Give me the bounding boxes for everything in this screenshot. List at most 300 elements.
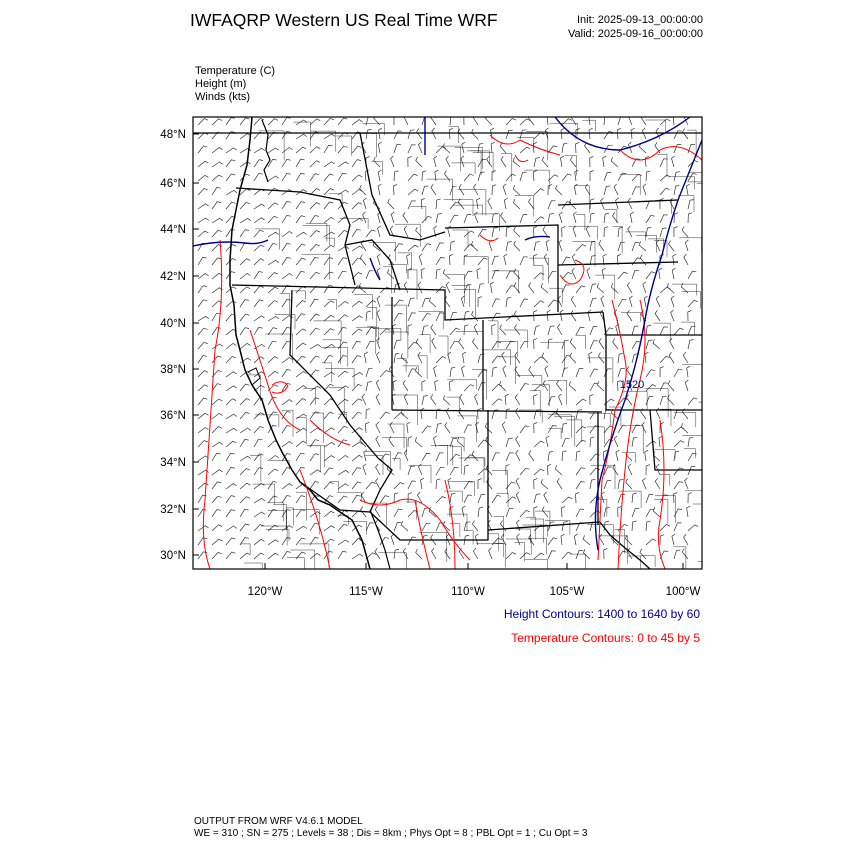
wind-barb <box>674 369 682 377</box>
wind-barb <box>226 160 235 167</box>
wind-barb <box>198 119 208 125</box>
lat-tick-label: 42°N <box>160 271 186 284</box>
wind-barb <box>682 227 688 237</box>
wind-barb <box>366 230 376 237</box>
wind-barb <box>388 199 394 209</box>
wind-barb <box>562 451 566 461</box>
wind-barb <box>562 174 571 181</box>
wind-barb <box>646 215 655 223</box>
county-boundary <box>503 330 527 348</box>
county-boundary <box>588 358 613 383</box>
wind-barb <box>296 134 307 139</box>
wind-barb <box>576 550 583 559</box>
wind-barb <box>589 352 593 363</box>
county-boundary <box>682 364 702 376</box>
wind-barb <box>296 526 307 531</box>
wind-barb <box>338 190 349 195</box>
county-boundary <box>343 521 366 534</box>
wind-barb <box>562 119 572 125</box>
wind-barb <box>492 228 498 238</box>
wind-barb <box>432 338 436 349</box>
wind-barb <box>583 535 590 545</box>
wind-barb <box>464 285 471 293</box>
lat-tick-label: 30°N <box>160 550 186 563</box>
wind-barb <box>643 478 647 489</box>
wind-barb <box>338 162 349 167</box>
wind-barb <box>548 339 552 349</box>
wind-barb <box>324 356 333 364</box>
wind-barb <box>668 381 674 391</box>
wind-barb <box>338 146 348 153</box>
wind-barb <box>198 398 207 405</box>
wind-barb <box>212 356 222 363</box>
wind-barb <box>377 338 380 349</box>
wind-barb <box>560 310 563 321</box>
height-contour-label: 1520 <box>619 379 645 391</box>
wind-barb <box>366 271 373 279</box>
county-boundary <box>669 177 695 190</box>
lat-tick-label: 34°N <box>160 457 186 470</box>
wind-barb <box>548 551 556 559</box>
wind-barb <box>282 468 291 476</box>
wind-barb <box>408 437 412 447</box>
county-boundary <box>293 122 310 146</box>
wind-barb <box>226 343 237 349</box>
wind-barb <box>529 198 535 209</box>
wind-barb <box>310 161 320 167</box>
wind-barb <box>562 143 567 153</box>
wind-barb <box>418 142 422 153</box>
wind-barb <box>394 300 403 307</box>
wind-barb <box>478 469 488 475</box>
wind-barb <box>520 299 528 307</box>
wind-barb <box>240 273 251 279</box>
wind-barb <box>408 201 416 209</box>
wind-barb <box>212 539 222 545</box>
wind-barb <box>404 450 408 461</box>
wind-barb <box>674 451 679 461</box>
wind-barb <box>268 119 278 125</box>
wind-barb <box>659 268 662 279</box>
wind-barb <box>476 422 479 433</box>
wind-barb <box>653 339 660 349</box>
wind-barb <box>548 213 554 223</box>
wind-barb <box>240 524 249 531</box>
wind-barb <box>226 118 235 126</box>
wind-barb <box>557 380 563 391</box>
wind-barb <box>352 329 362 335</box>
wind-barb <box>282 117 291 125</box>
wind-barb <box>604 548 608 559</box>
wind-barb <box>198 175 209 181</box>
wind-barb <box>226 356 236 363</box>
wind-barb <box>212 427 222 433</box>
wind-barb <box>254 553 264 559</box>
wind-barb <box>534 357 544 363</box>
wind-barb <box>338 524 348 531</box>
county-boundary <box>419 335 430 353</box>
wind-barb <box>534 217 544 223</box>
wind-barb <box>226 484 237 489</box>
wind-barb <box>548 326 554 335</box>
wind-barb <box>559 240 562 251</box>
wind-barb <box>492 185 496 195</box>
wind-barb <box>408 189 418 195</box>
county-boundary <box>373 329 401 341</box>
wind-barb <box>632 187 640 195</box>
wind-barb <box>407 254 411 265</box>
wind-barb <box>515 408 520 419</box>
wind-barb <box>389 436 394 447</box>
wind-barb <box>240 399 250 405</box>
wind-barb <box>212 482 221 489</box>
wind-barb <box>542 507 548 517</box>
wind-barb <box>450 467 459 475</box>
wind-barb <box>324 145 333 153</box>
wind-barb <box>378 184 381 195</box>
wind-barb <box>296 244 306 251</box>
wind-barb <box>378 142 381 153</box>
wind-barb <box>632 437 637 447</box>
wind-barb <box>446 156 450 167</box>
wind-barb <box>534 385 544 391</box>
wind-barb <box>504 254 507 265</box>
wind-barb <box>254 316 265 321</box>
wind-barb <box>464 115 468 126</box>
wind-barb <box>604 213 609 223</box>
wind-barb <box>562 522 568 532</box>
wind-barb <box>226 496 235 503</box>
wind-barb <box>601 296 604 307</box>
wind-barb <box>576 369 583 377</box>
wind-barb <box>667 283 674 293</box>
wind-barb <box>506 453 514 461</box>
wind-barb <box>198 300 207 307</box>
wind-barb <box>378 226 381 237</box>
county-boundary <box>648 239 664 248</box>
wind-barb <box>674 468 683 475</box>
wind-barb <box>282 243 291 251</box>
wind-barb <box>310 356 320 363</box>
wind-barb <box>240 300 249 308</box>
wind-barb <box>310 216 319 224</box>
county-boundary <box>655 450 675 459</box>
wind-barb <box>394 131 402 139</box>
wind-barb <box>506 286 515 294</box>
wind-barb <box>688 173 697 181</box>
county-boundary <box>456 332 484 360</box>
wind-barb <box>548 425 557 433</box>
wind-barb <box>376 478 381 489</box>
wind-barb <box>547 310 551 321</box>
wind-barb <box>492 399 502 405</box>
wind-barb <box>562 285 570 293</box>
wind-barb <box>674 410 681 419</box>
wind-barb <box>500 381 507 391</box>
county-boundary <box>303 388 315 404</box>
wind-barb <box>376 380 380 391</box>
model-config-footer: WE = 310 ; SN = 275 ; Levels = 38 ; Dis = 8km ; Phys Opt = 8 ; PBL Opt = 1 ; Cu Opt = 3 <box>194 828 588 839</box>
wind-barb <box>268 244 277 252</box>
wind-barb <box>296 120 307 125</box>
wind-barb <box>324 511 334 517</box>
wind-barb <box>450 215 458 223</box>
county-boundary <box>287 558 304 575</box>
county-boundary <box>645 389 669 418</box>
wind-barb <box>240 287 250 293</box>
county-boundary <box>517 376 542 385</box>
wind-barb <box>212 344 223 349</box>
lon-tick-label: 105°W <box>549 586 585 598</box>
wind-barb <box>478 159 486 167</box>
wind-barb <box>324 118 334 125</box>
wind-barb <box>562 257 570 265</box>
wind-barb <box>198 286 207 293</box>
wind-barb <box>324 526 335 531</box>
wind-barb <box>604 481 611 489</box>
county-boundary <box>621 313 641 322</box>
wind-barb <box>445 171 451 182</box>
wind-barb <box>562 552 572 559</box>
wind-barb <box>282 341 291 349</box>
wind-barb <box>489 548 492 559</box>
wind-barb <box>613 212 619 223</box>
wind-barb <box>520 553 530 559</box>
wind-barb <box>450 186 457 195</box>
wind-barb <box>418 352 422 363</box>
wind-barb <box>517 520 521 531</box>
wind-barb <box>478 258 488 265</box>
wind-barb <box>378 170 381 181</box>
wind-barb <box>646 340 653 349</box>
wind-barb <box>472 521 478 532</box>
wind-barb <box>198 413 208 419</box>
wind-barb <box>443 143 450 153</box>
wind-barb <box>492 367 497 377</box>
wind-barb <box>416 157 422 167</box>
wind-barb <box>460 394 464 405</box>
lat-tick-label: 46°N <box>160 178 186 191</box>
county-boundary <box>620 175 640 195</box>
wind-barb <box>542 157 548 167</box>
wind-barb <box>626 479 632 489</box>
wind-barb <box>366 311 371 321</box>
wind-barb <box>375 506 380 517</box>
lat-tick-label: 32°N <box>160 504 186 517</box>
wind-barb <box>240 202 250 209</box>
wind-barb <box>198 257 207 265</box>
wind-barb <box>618 524 628 531</box>
wind-barb <box>534 469 544 475</box>
wind-barb <box>403 212 408 223</box>
wind-barb <box>394 523 401 531</box>
county-boundary <box>438 336 448 356</box>
wind-barb <box>604 186 610 195</box>
wind-barb <box>436 467 445 475</box>
wind-barb <box>618 173 626 181</box>
wind-barb <box>421 268 425 279</box>
wind-barb <box>374 115 380 125</box>
wind-barb <box>478 479 482 489</box>
init-time: Init: 2025-09-13_00:00:00 <box>577 14 703 26</box>
wind-barb <box>688 327 695 335</box>
wind-barb <box>627 282 632 293</box>
county-boundary <box>688 172 704 199</box>
wind-barb <box>534 553 544 559</box>
wind-barb <box>324 412 334 419</box>
wind-barb <box>240 162 251 167</box>
wind-barb <box>590 369 598 377</box>
wind-barb <box>366 341 374 349</box>
wind-barb <box>517 534 520 545</box>
wind-barb <box>548 271 556 279</box>
wind-barb <box>362 394 366 405</box>
wind-barb <box>646 539 656 545</box>
wind-barb <box>475 212 478 223</box>
wind-barb <box>310 244 320 251</box>
wind-barb <box>240 328 249 335</box>
wind-barb <box>338 399 348 405</box>
wind-barb <box>310 314 320 321</box>
wind-barb <box>562 272 572 279</box>
wind-barb <box>324 468 333 475</box>
wind-barb <box>570 157 576 168</box>
wind-barb <box>240 428 251 433</box>
valid-time: Valid: 2025-09-16_00:00:00 <box>568 28 703 40</box>
wind-barb <box>464 244 474 251</box>
county-boundary <box>473 153 493 174</box>
county-boundary <box>452 230 468 248</box>
wind-barb <box>226 259 236 265</box>
wind-barb <box>478 495 485 504</box>
wind-barb <box>254 539 265 545</box>
wind-barb <box>324 258 333 265</box>
wind-barb <box>520 172 527 181</box>
wind-barb <box>614 436 618 447</box>
wind-barb <box>646 385 656 391</box>
wind-barb <box>506 297 511 307</box>
wind-barb <box>572 268 576 279</box>
wind-barb <box>352 495 361 503</box>
county-boundary <box>427 179 453 201</box>
wind-barb <box>534 189 544 195</box>
wind-barb <box>478 507 483 517</box>
wind-barb <box>254 259 264 265</box>
wind-barb <box>422 426 431 433</box>
wind-barb <box>618 368 625 377</box>
wind-barb <box>618 479 623 489</box>
wind-barb <box>324 301 334 307</box>
wind-barb <box>492 324 496 335</box>
wind-barb <box>515 324 521 335</box>
wind-barb <box>377 254 380 265</box>
county-boundary <box>570 554 586 573</box>
wind-barb <box>324 174 334 181</box>
wind-barb <box>660 215 668 223</box>
wind-barb <box>618 299 626 307</box>
wind-barb <box>685 240 688 251</box>
wind-barb <box>310 299 319 307</box>
wind-barb <box>380 454 389 461</box>
wind-barb <box>310 454 319 461</box>
county-boundary <box>568 226 597 239</box>
wind-barb <box>324 551 333 559</box>
wind-barb <box>429 297 436 307</box>
wind-barb <box>660 535 664 545</box>
wind-barb <box>296 202 305 209</box>
wind-barb <box>548 538 557 545</box>
wind-barb <box>562 423 567 433</box>
wind-barb <box>660 367 664 377</box>
county-boundary <box>497 493 509 507</box>
wind-barb <box>212 399 222 405</box>
wind-barb <box>506 130 513 139</box>
wind-barb <box>394 313 403 321</box>
wind-barb <box>681 423 688 433</box>
county-boundary <box>693 504 720 522</box>
wind-barb <box>571 296 576 307</box>
wind-barb <box>543 380 548 391</box>
wind-barb <box>576 481 585 489</box>
wind-barb <box>546 240 549 251</box>
wind-barb <box>377 352 381 363</box>
wind-barb <box>477 198 481 209</box>
county-boundary <box>365 455 383 475</box>
wind-barb <box>464 255 468 265</box>
wind-barb <box>324 428 335 433</box>
wind-barb <box>198 356 207 364</box>
wind-barb <box>403 548 408 559</box>
wind-barb <box>646 272 655 279</box>
wind-barb <box>324 162 335 167</box>
wind-barb <box>268 412 277 419</box>
county-boundary <box>453 205 483 215</box>
wind-barb <box>268 371 279 377</box>
wind-barb <box>513 199 520 209</box>
wind-barb <box>282 496 291 504</box>
wind-barb <box>548 300 558 307</box>
wind-barb <box>660 228 667 237</box>
wind-barb <box>338 342 347 349</box>
wind-barb <box>660 356 670 363</box>
wind-barb <box>415 367 422 377</box>
wind-barb <box>254 272 263 280</box>
wind-barb <box>268 510 277 518</box>
wind-barb <box>436 269 441 279</box>
wind-barb <box>226 148 237 153</box>
wind-barb <box>576 142 580 153</box>
county-boundary <box>530 519 544 543</box>
wind-barb <box>390 422 394 433</box>
county-boundary <box>438 146 461 171</box>
wind-barb <box>380 496 389 503</box>
wind-barb <box>324 456 335 461</box>
wind-barb <box>436 214 442 224</box>
wind-barb <box>450 438 457 447</box>
wind-barb <box>501 156 506 167</box>
wind-barb <box>198 538 207 545</box>
wind-barb <box>529 282 534 293</box>
wind-barb <box>487 156 492 167</box>
wind-barb <box>282 538 291 546</box>
wind-barb <box>668 395 674 405</box>
wind-barb <box>674 550 681 559</box>
wind-barb <box>282 369 291 377</box>
wind-barb <box>198 204 209 209</box>
wind-barb <box>338 246 349 251</box>
wind-barb <box>506 227 511 237</box>
wind-barb <box>254 148 265 153</box>
